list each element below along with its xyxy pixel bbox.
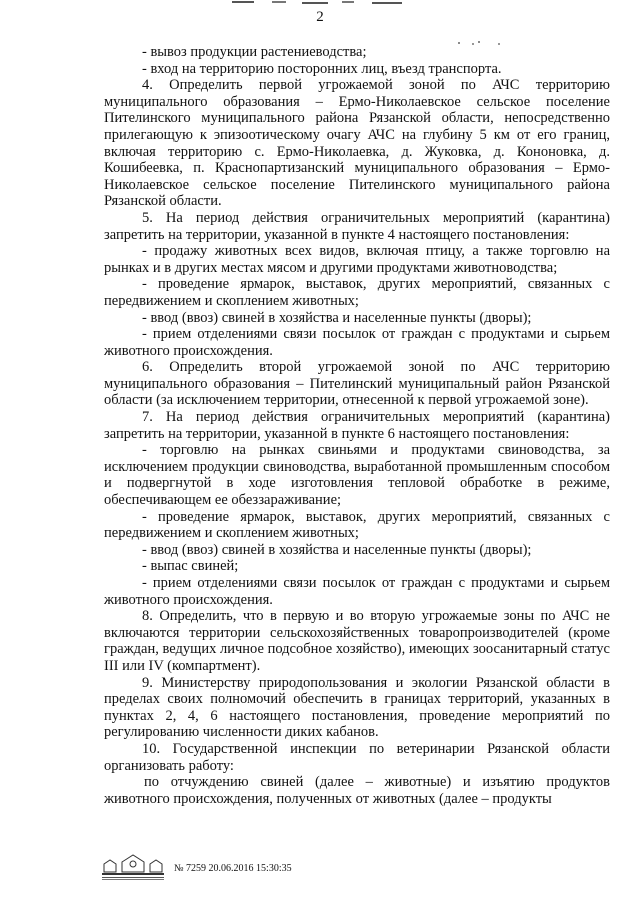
scan-artifact-top bbox=[232, 0, 422, 6]
numbered-paragraph: 4. Определить первой угрожаемой зоной по АЧС территорию муниципального образования – Ермо-Николаевское сельское поселение Пителинского муниципального района Рязанской области, непосредственно прилегающую к эпизоотическому очагу АЧС на глубину 5 км от его границ, включая территорию с. Ермо-Николаевка, д. Жуковка, д. Кононовка, д. Кошибеевка, п. Краснопартизанский муниципального образования – Ермо-Николаевское сельское поселение Пителинского муниципального района Рязанской области. bbox=[104, 77, 610, 210]
list-item: - ввод (ввоз) свиней в хозяйства и населенные пункты (дворы); bbox=[142, 541, 532, 558]
list-item: - выпас свиней; bbox=[142, 558, 239, 575]
list-item: - проведение ярмарок, выставок, других мероприятий, связанных с передвижением и скоплением животных; bbox=[104, 508, 610, 542]
numbered-paragraph: 10. Государственной инспекции по ветеринарии Рязанской области организовать работу: bbox=[104, 740, 610, 774]
list-item: - вход на территорию посторонних лиц, въезд транспорта. bbox=[142, 60, 502, 77]
list-item: - ввод (ввоз) свиней в хозяйства и населенные пункты (дворы); bbox=[142, 309, 532, 326]
list-item: - торговлю на рынках свиньями и продуктами свиноводства, за исключением продукции свиноводства, выработанной промышленным способом и подвергнутой в ходе изготовления тепловой обработке в режиме, обеспечивающем ее обеззараживание; bbox=[104, 442, 610, 509]
numbered-paragraph: 5. На период действия ограничительных мероприятий (карантина) запретить на территории, указанной в пункте 4 настоящего постановления: bbox=[104, 209, 610, 243]
list-item: - продажу животных всех видов, включая птицу, а также торговлю на рынках и в других местах мясом и другими продуктами животноводства; bbox=[104, 243, 610, 276]
numbered-paragraph: 8. Определить, что в первую и во вторую угрожаемые зоны по АЧС не включаются территории сельскохозяйственных товаропроизводителей (кроме граждан, ведущих личное подсобное хозяйство), имеющих зоосанитарный статус III или IV (компартмент). bbox=[104, 608, 610, 674]
list-item: - проведение ярмарок, выставок, других мероприятий, связанных с передвижением и скоплением животных; bbox=[104, 276, 610, 309]
document-footer bbox=[100, 852, 360, 882]
registration-stamp: № 7259 20.06.2016 15:30:35 bbox=[174, 863, 292, 874]
numbered-paragraph: 6. Определить второй угрожаемой зоной по АЧС территорию муниципального образования – Пителинский муниципальный район Рязанской области (за исключением территории, отнесенной к первой угрожаемой зоне). bbox=[104, 359, 610, 409]
document-body bbox=[104, 44, 610, 807]
list-item: - прием отделениями связи посылок от граждан с продуктами и сырьем животного происхождения. bbox=[104, 575, 610, 608]
page-number: 2 bbox=[316, 9, 324, 25]
sub-paragraph: по отчуждению свиней (далее – животные) и изъятию продуктов животного происхождения, полученных от животных (далее – продукты bbox=[104, 774, 610, 807]
list-item: - прием отделениями связи посылок от граждан с продуктами и сырьем животного происхождения. bbox=[104, 326, 610, 359]
numbered-paragraph: 9. Министерству природопользования и экологии Рязанской области в пределах своих полномочий обеспечить в границах территорий, указанных в пунктах 2, 4, 6 настоящего постановления, проведение мероприятий по регулированию численности диких кабанов. bbox=[104, 674, 610, 741]
numbered-paragraph: 7. На период действия ограничительных мероприятий (карантина) запретить на территории, указанной в пункте 6 настоящего постановления: bbox=[104, 409, 610, 442]
list-item: - вывоз продукции растениеводства; bbox=[142, 44, 367, 60]
registry-logo-icon bbox=[100, 852, 166, 882]
